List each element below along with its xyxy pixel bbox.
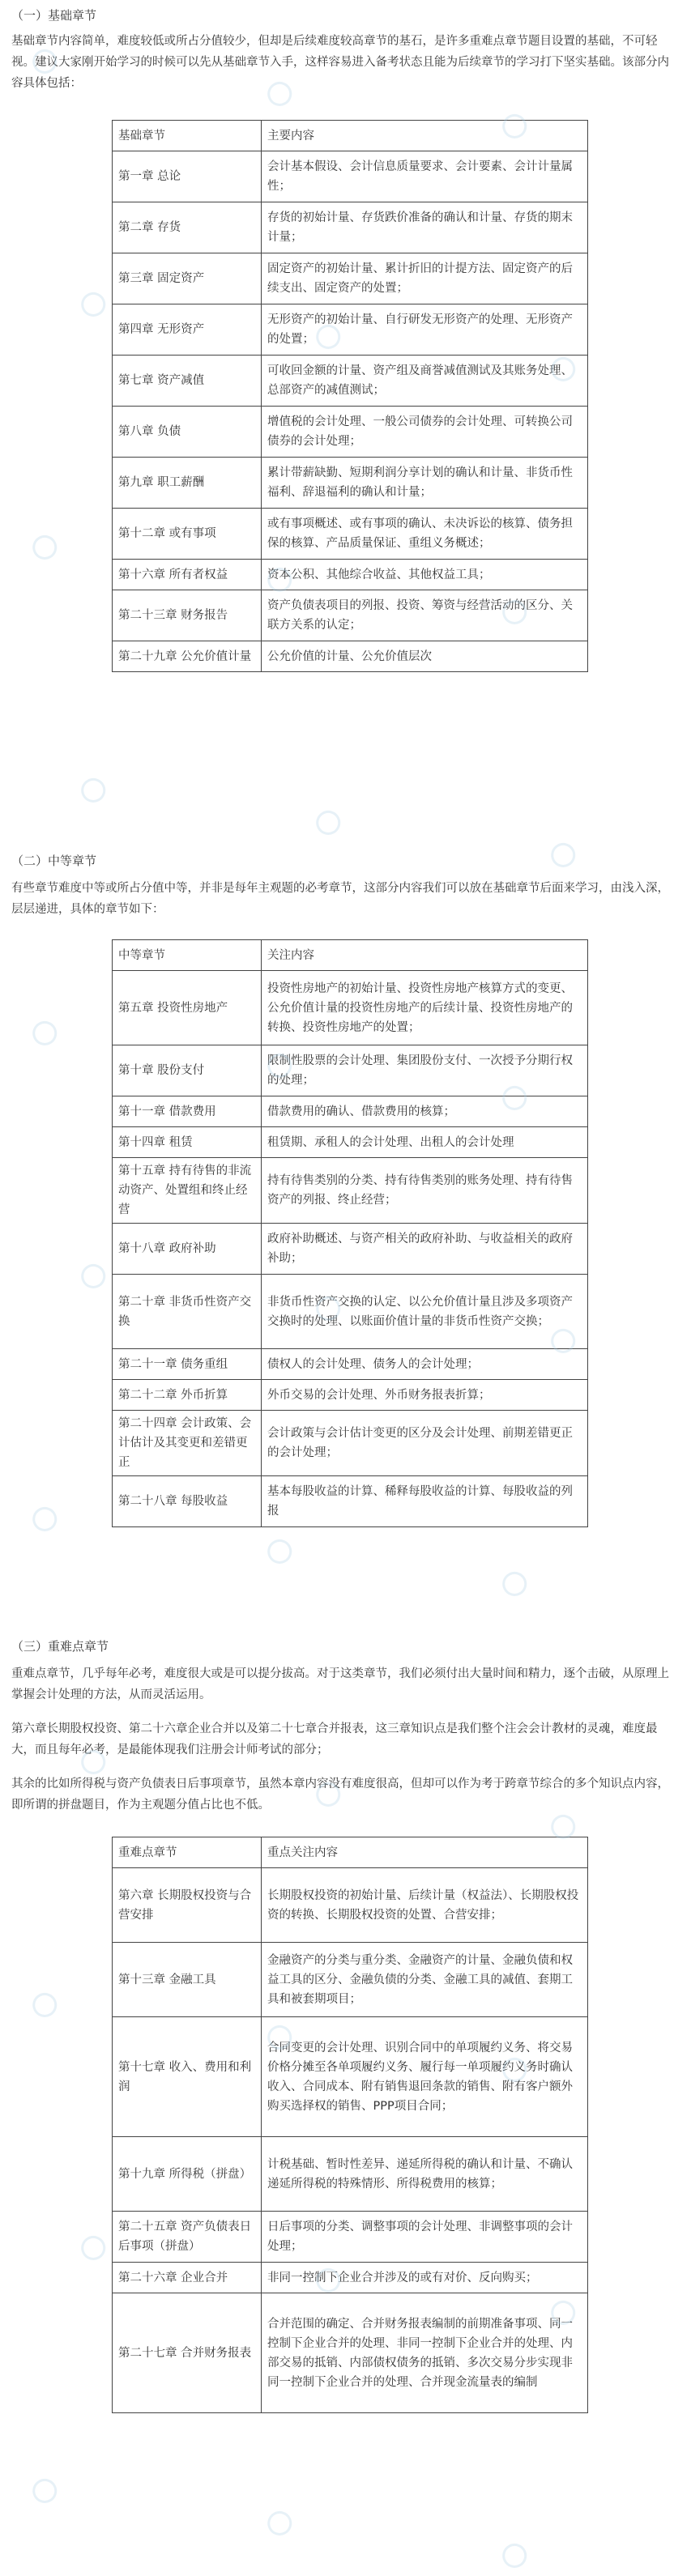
- content-cell: 公允价值的计量、公允价值层次: [262, 641, 588, 672]
- section-intro-medium: 有些章节难度中等或所占分值中等，并非是每年主观题的必考章节，这部分内容我们可以放在基础章节后面来学习，由浅入深，层层递进，具体的章节如下：: [11, 882, 669, 916]
- content-cell: 投资性房地产的初始计量、投资性房地产核算方式的变更、公允价值计量的投资性房地产的后续计量、投资性房地产的转换、投资性房地产的处置；: [262, 971, 588, 1045]
- chapter-cell: 第十六章 所有者权益: [113, 560, 262, 590]
- key-chapters-table: [112, 1837, 588, 2413]
- content-cell: 非货币性资产交换的认定、以公允价值计量且涉及多项资产交换时的处理、以账面价值计量的非货币性资产交换；: [262, 1275, 588, 1349]
- chapter-cell: 第十章 股份支付: [113, 1045, 262, 1096]
- content-cell: 非同一控制下企业合并涉及的或有对价、反向购买；: [262, 2263, 588, 2293]
- table-row: [113, 202, 588, 253]
- table-row: [113, 458, 588, 509]
- chapter-cell: 第二十章 非货币性资产交换: [113, 1275, 262, 1349]
- chapter-cell: 第六章 长期股权投资与合营安排: [113, 1868, 262, 1943]
- table-row: [113, 971, 588, 1045]
- watermark-mark: [77, 1258, 113, 1292]
- table-header-cell: 关注内容: [262, 940, 588, 971]
- table-row: [113, 641, 588, 672]
- watermark-mark: [77, 287, 113, 321]
- chapter-cell: 第二十四章 会计政策、会计估计及其变更和差错更正: [113, 1411, 262, 1476]
- watermark-ring-icon: [28, 1989, 62, 2022]
- table-row: [113, 1411, 588, 1476]
- content-cell: 无形资产的初始计量、自行研发无形资产的处理、无形资产的处置；: [262, 304, 588, 356]
- chapter-cell: 第二十三章 财务报告: [113, 590, 262, 641]
- table-row: [113, 590, 588, 641]
- watermark-mark: [77, 773, 113, 807]
- watermark-ring-icon: [77, 1260, 110, 1293]
- table-row: [113, 1127, 588, 1158]
- table-row: [113, 304, 588, 356]
- chapter-cell: 第二十五章 资产负债表日后事项（拼盘）: [113, 2212, 262, 2263]
- watermark-mark: [28, 530, 64, 564]
- table-row: [113, 1349, 588, 1380]
- table-row: [113, 1158, 588, 1224]
- table-header-row: [113, 1837, 588, 1868]
- chapter-cell: 第二十二章 外币折算: [113, 1380, 262, 1411]
- content-cell: 限制性股票的会计处理、集团股份支付、一次授予分期行权的处理；: [262, 1045, 588, 1096]
- table-header-row: [113, 121, 588, 151]
- section-intro-key-3: 其余的比如所得税与资产负债表日后事项章节，虽然本章内容没有难度很高，但却可以作为考于跨章节综合的多个知识点内容，即所谓的拼盘题目，作为主观题分值占比也不低。: [11, 1778, 669, 1812]
- table-row: [113, 356, 588, 407]
- chapter-cell: 第二十九章 公允价值计量: [113, 641, 262, 672]
- chapter-cell: 第十八章 政府补助: [113, 1224, 262, 1275]
- watermark-ring-icon: [77, 288, 110, 321]
- table-header-cell: 重难点章节: [113, 1837, 262, 1868]
- content-cell: 会计基本假设、会计信息质量要求、会计要素、会计计量属性；: [262, 151, 588, 202]
- content-cell: 基本每股收益的计算、稀释每股收益的计算、每股收益的列报: [262, 1476, 588, 1527]
- watermark-ring-icon: [547, 839, 580, 872]
- content-cell: 存货的初始计量、存货跌价准备的确认和计量、存货的期末计量；: [262, 202, 588, 253]
- chapter-cell: 第三章 固定资产: [113, 253, 262, 304]
- section-heading-key: （三）重难点章节: [11, 1639, 109, 1654]
- table-row: [113, 509, 588, 560]
- table-row: [113, 2263, 588, 2293]
- watermark-mark: [28, 1501, 64, 1535]
- watermark-mark: [263, 2506, 299, 2540]
- content-cell: 计税基础、暂时性差异、递延所得税的确认和计量、不确认递延所得税的特殊情形、所得税费用的核算；: [262, 2137, 588, 2212]
- section-heading-basic: （一）基础章节: [11, 8, 97, 23]
- content-cell: 固定资产的初始计量、累计折旧的计提方法、固定资产的后续支出、固定资产的处置；: [262, 253, 588, 304]
- section-heading-medium: （二）中等章节: [11, 854, 97, 868]
- watermark-mark: [498, 1566, 534, 1600]
- table-row: [113, 407, 588, 458]
- basic-chapters-table: [112, 120, 588, 672]
- chapter-cell: 第七章 资产减值: [113, 356, 262, 407]
- chapter-cell: 第十九章 所得税（拼盘）: [113, 2137, 262, 2212]
- table-row: [113, 1275, 588, 1349]
- chapter-cell: 第二十一章 债务重组: [113, 1349, 262, 1380]
- table-row: [113, 2137, 588, 2212]
- chapter-cell: 第八章 负债: [113, 407, 262, 458]
- content-cell: 金融资产的分类与重分类、金融资产的计量、金融负债和权益工具的区分、金融负债的分类、金融工具的减值、套期工具和被套期项目；: [262, 1943, 588, 2017]
- content-cell: 政府补助概述、与资产相关的政府补助、与收益相关的政府补助；: [262, 1224, 588, 1275]
- chapter-cell: 第十四章 租赁: [113, 1127, 262, 1158]
- table-row: [113, 560, 588, 590]
- watermark-mark: [498, 2538, 534, 2572]
- table-row: [113, 1476, 588, 1527]
- content-cell: 增值税的会计处理、一般公司债券的会计处理、可转换公司债券的会计处理；: [262, 407, 588, 458]
- table-row: [113, 1868, 588, 1943]
- watermark-ring-icon: [312, 807, 345, 840]
- content-cell: 会计政策与会计估计变更的区分及会计处理、前期差错更正的会计处理；: [262, 1411, 588, 1476]
- table-row: [113, 253, 588, 304]
- chapter-cell: 第十五章 持有待售的非流动资产、处置组和终止经营: [113, 1158, 262, 1224]
- watermark-ring-icon: [28, 531, 62, 564]
- section-intro-key-1: 重难点章节，几乎每年必考，难度很大或是可以提分拔高。对于这类章节，我们必须付出大量时间和精力，逐个击破，从原理上掌握会计处理的方法，从而灵活运用。: [11, 1667, 669, 1701]
- watermark-mark: [77, 2230, 113, 2264]
- content-cell: 借款费用的确认、借款费用的核算；: [262, 1096, 588, 1127]
- table-row: [113, 1096, 588, 1127]
- watermark-ring-icon: [28, 1017, 62, 1050]
- section-intro-key-2: 第六章长期股权投资、第二十六章企业合并以及第二十七章合并报表，这三章知识点是我们整个注会会计教材的灵魂，难度最大，而且每年必考，是最能体现我们注册会计师考试的部分；: [11, 1722, 658, 1756]
- table-header-cell: 主要内容: [262, 121, 588, 151]
- section-intro-basic: 基础章节内容简单，难度较低或所占分值较少，但却是后续难度较高章节的基石，是许多重难点章节题目设置的基础，不可轻视。建议大家刚开始学习的时候可以先从基础章节入手，这样容易进入备考状态且能为后续章节的学习打下坚实基础。该部分内容具体包括：: [11, 35, 669, 90]
- content-cell: 可收回金额的计量、资产组及商誉减值测试及其账务处理、总部资产的减值测试；: [262, 356, 588, 407]
- content-cell: 长期股权投资的初始计量、后续计量（权益法）、长期股权投资的转换、长期股权投资的处置、合营安排；: [262, 1868, 588, 1943]
- chapter-cell: 第二十八章 每股收益: [113, 1476, 262, 1527]
- table-row: [113, 2017, 588, 2137]
- table-header-cell: 中等章节: [113, 940, 262, 971]
- watermark-mark: [28, 1015, 64, 1050]
- watermark-mark: [28, 2473, 64, 2507]
- chapter-cell: 第十三章 金融工具: [113, 1943, 262, 2017]
- content-cell: 债权人的会计处理、债务人的会计处理；: [262, 1349, 588, 1380]
- table-row: [113, 151, 588, 202]
- content-cell: 合同变更的会计处理、识别合同中的单项履约义务、将交易价格分摊至各单项履约义务、履行每一单项履约义务时确认收入、合同成本、附有销售退回条款的销售、附有客户额外购买选择权的销售、PPP项目合同；: [262, 2017, 588, 2137]
- watermark-ring-icon: [263, 2507, 296, 2540]
- content-cell: 资本公积、其他综合收益、其他权益工具；: [262, 560, 588, 590]
- table-header-cell: 重点关注内容: [262, 1837, 588, 1868]
- content-cell: 租赁期、承租人的会计处理、出租人的会计处理: [262, 1127, 588, 1158]
- chapter-cell: 第十一章 借款费用: [113, 1096, 262, 1127]
- content-cell: 外币交易的会计处理、外币财务报表折算；: [262, 1380, 588, 1411]
- chapter-cell: 第二章 存货: [113, 202, 262, 253]
- content-cell: 资产负债表项目的列报、投资、筹资与经营活动的区分、关联方关系的认定；: [262, 590, 588, 641]
- content-cell: 持有待售类别的分类、持有待售类别的账务处理、持有待售资产的列报、终止经营；: [262, 1158, 588, 1224]
- watermark-ring-icon: [498, 1568, 531, 1601]
- watermark-mark: [312, 805, 348, 839]
- watermark-mark: [263, 1534, 299, 1568]
- chapter-cell: 第十七章 收入、费用和利润: [113, 2017, 262, 2137]
- content-cell: 累计带薪缺勤、短期利润分享计划的确认和计量、非货币性福利、辞退福利的确认和计量；: [262, 458, 588, 509]
- chapter-cell: 第一章 总论: [113, 151, 262, 202]
- content-cell: 合并范围的确定、合并财务报表编制的前期准备事项、同一控制下企业合并的处理、非同一控制下企业合并的处理、内部交易的抵销、内部债权债务的抵销、多次交易分步实现非同一控制下企业合并的处理、合并现金流量表的编制: [262, 2293, 588, 2413]
- table-row: [113, 2293, 588, 2413]
- chapter-cell: 第二十六章 企业合并: [113, 2263, 262, 2293]
- chapter-cell: 第九章 职工薪酬: [113, 458, 262, 509]
- watermark-mark: [547, 837, 582, 871]
- table-row: [113, 1380, 588, 1411]
- watermark-ring-icon: [77, 2232, 110, 2265]
- watermark-ring-icon: [498, 2540, 531, 2573]
- table-header-row: [113, 940, 588, 971]
- watermark-ring-icon: [28, 1503, 62, 1536]
- chapter-cell: 第四章 无形资产: [113, 304, 262, 356]
- table-row: [113, 1045, 588, 1096]
- watermark-ring-icon: [263, 1535, 296, 1569]
- table-header-cell: 基础章节: [113, 121, 262, 151]
- table-row: [113, 2212, 588, 2263]
- table-row: [113, 1224, 588, 1275]
- content-cell: 日后事项的分类、调整事项的会计处理、非调整事项的会计处理；: [262, 2212, 588, 2263]
- table-row: [113, 1943, 588, 2017]
- chapter-cell: 第五章 投资性房地产: [113, 971, 262, 1045]
- medium-chapters-table: [112, 939, 588, 1527]
- chapter-cell: 第二十七章 合并财务报表: [113, 2293, 262, 2413]
- chapter-cell: 第十二章 或有事项: [113, 509, 262, 560]
- watermark-ring-icon: [28, 2475, 62, 2508]
- watermark-mark: [28, 1987, 64, 2021]
- watermark-ring-icon: [77, 774, 110, 807]
- content-cell: 或有事项概述、或有事项的确认、未决诉讼的核算、债务担保的核算、产品质量保证、重组义务概述；: [262, 509, 588, 560]
